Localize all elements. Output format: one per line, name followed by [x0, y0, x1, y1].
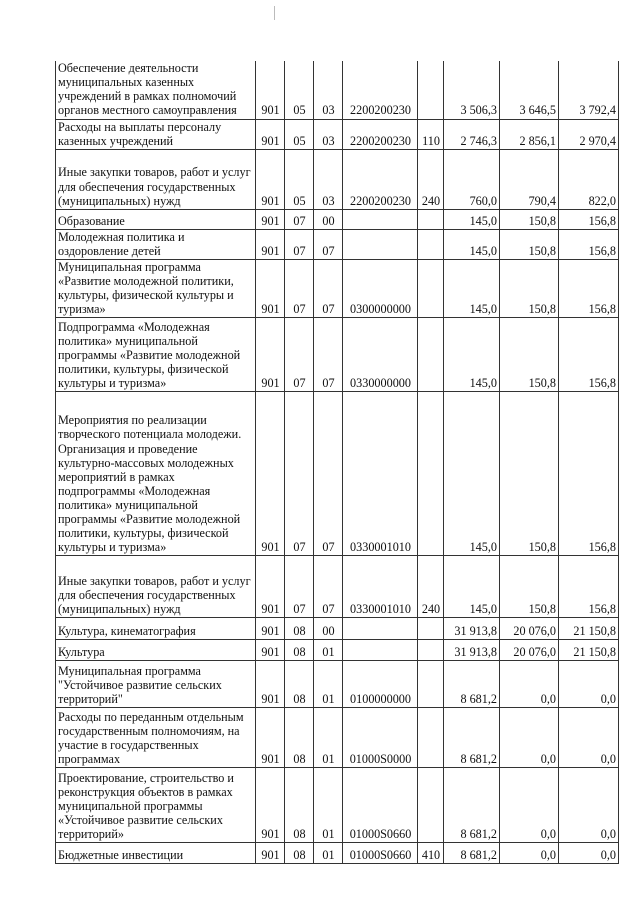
cell-admin-code: 901	[256, 209, 285, 229]
cell-year3: 21 150,8	[559, 640, 619, 661]
row-name: Муниципальная программа "Устойчивое развитие сельских территорий"	[56, 661, 256, 708]
cell-expense-type	[418, 708, 444, 768]
cell-year2: 2 856,1	[500, 119, 559, 149]
cell-expense-type	[418, 209, 444, 229]
table-row	[56, 229, 619, 259]
cell-year2: 150,8	[500, 318, 559, 392]
cell-subsection: 07	[314, 318, 343, 392]
cell-year3: 21 150,8	[559, 618, 619, 640]
cell-expense-type: 410	[418, 843, 444, 864]
cell-expense-type: 240	[418, 149, 444, 209]
cell-year1: 145,0	[444, 259, 500, 317]
cell-section: 08	[285, 708, 314, 768]
cell-year1: 145,0	[444, 229, 500, 259]
table-row	[56, 618, 619, 640]
cell-section: 07	[285, 392, 314, 556]
cell-subsection: 03	[314, 61, 343, 119]
table-row	[56, 61, 619, 119]
cell-expense-type	[418, 768, 444, 843]
cell-section: 08	[285, 768, 314, 843]
cell-year3: 0,0	[559, 768, 619, 843]
cell-expense-type	[418, 229, 444, 259]
cell-subsection: 07	[314, 229, 343, 259]
cell-expense-type	[418, 661, 444, 708]
row-name: Муниципальная программа «Развитие молодежной политики, культуры, физической культуры и туризма»	[56, 259, 256, 317]
cell-year2: 20 076,0	[500, 618, 559, 640]
cell-year1: 145,0	[444, 392, 500, 556]
cell-section: 07	[285, 259, 314, 317]
cell-target-article	[343, 618, 418, 640]
cell-admin-code: 901	[256, 392, 285, 556]
row-name: Иные закупки товаров, работ и услуг для обеспечения государственных (муниципальных) нужд	[56, 556, 256, 618]
cell-year3: 3 792,4	[559, 61, 619, 119]
row-name: Мероприятия по реализации творческого потенциала молодежи. Организация и проведение культурно-массовых молодежных мероприятий в рамках подпрограммы «Молодежная политика» муниципальной программы «Развитие молодежной политики, культуры, физической культуры и туризма»	[56, 392, 256, 556]
cell-year2: 150,8	[500, 229, 559, 259]
row-name: Бюджетные инвестиции	[56, 843, 256, 864]
cell-admin-code: 901	[256, 149, 285, 209]
cell-admin-code: 901	[256, 640, 285, 661]
cell-admin-code: 901	[256, 229, 285, 259]
cell-year3: 0,0	[559, 708, 619, 768]
table-row	[56, 708, 619, 768]
row-name: Культура, кинематография	[56, 618, 256, 640]
cell-subsection: 00	[314, 618, 343, 640]
cell-target-article	[343, 640, 418, 661]
cell-subsection: 07	[314, 259, 343, 317]
cell-section: 07	[285, 209, 314, 229]
table-row	[56, 318, 619, 392]
cell-section: 07	[285, 556, 314, 618]
cell-admin-code: 901	[256, 119, 285, 149]
cell-target-article: 0330000000	[343, 318, 418, 392]
cell-year1: 31 913,8	[444, 618, 500, 640]
table-row	[56, 661, 619, 708]
cell-admin-code: 901	[256, 843, 285, 864]
row-name: Подпрограмма «Молодежная политика» муниципальной программы «Развитие молодежной политики, культуры, физической культуры и туризма»	[56, 318, 256, 392]
cell-year2: 0,0	[500, 768, 559, 843]
cell-admin-code: 901	[256, 259, 285, 317]
cell-target-article: 01000S0660	[343, 843, 418, 864]
cell-target-article: 01000S0000	[343, 708, 418, 768]
cell-year1: 8 681,2	[444, 768, 500, 843]
cell-year1: 760,0	[444, 149, 500, 209]
cell-target-article	[343, 229, 418, 259]
cell-admin-code: 901	[256, 708, 285, 768]
cell-year3: 156,8	[559, 556, 619, 618]
table-row	[56, 259, 619, 317]
cell-admin-code: 901	[256, 318, 285, 392]
row-name: Культура	[56, 640, 256, 661]
scan-mark	[274, 6, 275, 20]
row-name: Проектирование, строительство и реконструкция объектов в рамках муниципальной программы «Устойчивое развитие сельских территорий»	[56, 768, 256, 843]
cell-target-article: 0330001010	[343, 392, 418, 556]
cell-year2: 150,8	[500, 259, 559, 317]
cell-year2: 150,8	[500, 392, 559, 556]
row-name: Обеспечение деятельности муниципальных казенных учреждений в рамках полномочий органов местного самоуправления	[56, 61, 256, 119]
cell-year3: 0,0	[559, 843, 619, 864]
cell-year1: 145,0	[444, 209, 500, 229]
cell-year1: 8 681,2	[444, 708, 500, 768]
row-name: Расходы по переданным отдельным государственным полномочиям, на участие в государственных программах	[56, 708, 256, 768]
cell-expense-type: 240	[418, 556, 444, 618]
cell-year2: 150,8	[500, 209, 559, 229]
cell-year1: 31 913,8	[444, 640, 500, 661]
cell-target-article: 2200200230	[343, 119, 418, 149]
cell-year2: 150,8	[500, 556, 559, 618]
cell-expense-type	[418, 259, 444, 317]
cell-year2: 0,0	[500, 843, 559, 864]
table-row	[56, 640, 619, 661]
cell-year3: 156,8	[559, 392, 619, 556]
cell-expense-type	[418, 318, 444, 392]
cell-year2: 3 646,5	[500, 61, 559, 119]
cell-target-article: 0100000000	[343, 661, 418, 708]
cell-target-article: 01000S0660	[343, 768, 418, 843]
cell-target-article	[343, 209, 418, 229]
cell-year3: 156,8	[559, 259, 619, 317]
cell-admin-code: 901	[256, 61, 285, 119]
cell-subsection: 07	[314, 556, 343, 618]
cell-section: 08	[285, 618, 314, 640]
cell-year3: 822,0	[559, 149, 619, 209]
row-name: Расходы на выплаты персоналу казенных учреждений	[56, 119, 256, 149]
cell-expense-type	[418, 392, 444, 556]
cell-admin-code: 901	[256, 556, 285, 618]
cell-year1: 145,0	[444, 318, 500, 392]
cell-expense-type	[418, 618, 444, 640]
row-name: Образование	[56, 209, 256, 229]
cell-section: 08	[285, 661, 314, 708]
cell-year1: 2 746,3	[444, 119, 500, 149]
cell-admin-code: 901	[256, 768, 285, 843]
cell-year1: 145,0	[444, 556, 500, 618]
row-name: Иные закупки товаров, работ и услуг для обеспечения государственных (муниципальных) нужд	[56, 149, 256, 209]
cell-year1: 3 506,3	[444, 61, 500, 119]
cell-year3: 2 970,4	[559, 119, 619, 149]
table-row	[56, 149, 619, 209]
cell-year2: 0,0	[500, 708, 559, 768]
cell-section: 05	[285, 119, 314, 149]
cell-year3: 156,8	[559, 318, 619, 392]
cell-year2: 790,4	[500, 149, 559, 209]
table-row	[56, 392, 619, 556]
cell-target-article: 2200200230	[343, 149, 418, 209]
cell-section: 07	[285, 318, 314, 392]
cell-section: 05	[285, 61, 314, 119]
cell-subsection: 00	[314, 209, 343, 229]
cell-year1: 8 681,2	[444, 661, 500, 708]
table-row	[56, 843, 619, 864]
cell-year3: 156,8	[559, 229, 619, 259]
table-row	[56, 209, 619, 229]
cell-section: 07	[285, 229, 314, 259]
cell-expense-type	[418, 640, 444, 661]
cell-year2: 0,0	[500, 661, 559, 708]
cell-subsection: 01	[314, 708, 343, 768]
cell-year2: 20 076,0	[500, 640, 559, 661]
cell-subsection: 07	[314, 392, 343, 556]
cell-subsection: 01	[314, 843, 343, 864]
cell-expense-type	[418, 61, 444, 119]
cell-subsection: 01	[314, 640, 343, 661]
budget-table	[55, 61, 619, 864]
cell-expense-type: 110	[418, 119, 444, 149]
cell-admin-code: 901	[256, 661, 285, 708]
cell-target-article: 2200200230	[343, 61, 418, 119]
row-name: Молодежная политика и оздоровление детей	[56, 229, 256, 259]
cell-target-article: 0300000000	[343, 259, 418, 317]
cell-year3: 0,0	[559, 661, 619, 708]
cell-subsection: 01	[314, 768, 343, 843]
table-row	[56, 768, 619, 843]
cell-subsection: 01	[314, 661, 343, 708]
cell-target-article: 0330001010	[343, 556, 418, 618]
cell-year1: 8 681,2	[444, 843, 500, 864]
cell-section: 08	[285, 843, 314, 864]
cell-section: 05	[285, 149, 314, 209]
table-row	[56, 119, 619, 149]
cell-subsection: 03	[314, 149, 343, 209]
cell-section: 08	[285, 640, 314, 661]
cell-year3: 156,8	[559, 209, 619, 229]
table-row	[56, 556, 619, 618]
cell-admin-code: 901	[256, 618, 285, 640]
cell-subsection: 03	[314, 119, 343, 149]
